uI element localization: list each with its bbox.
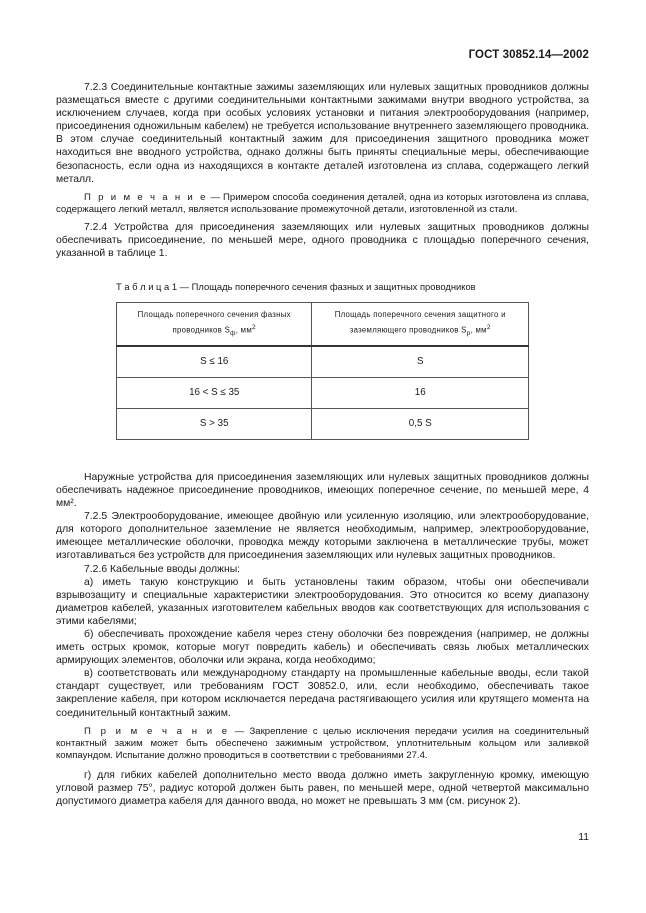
cell-protective: S <box>312 346 529 378</box>
note-1-label: П р и м е ч а н и е <box>84 191 208 203</box>
note-2-label: П р и м е ч а н и е <box>84 725 230 737</box>
table-caption-text: 1 — Площадь поперечного сечения фазных и защитных проводников <box>169 280 476 292</box>
page-content <box>56 81 589 808</box>
header-phase-sup: 2 <box>252 323 256 331</box>
cell-protective: 16 <box>312 377 529 408</box>
cell-phase: 16 < S ≤ 35 <box>117 377 312 408</box>
paragraph-7-2-5: 7.2.5 Электрооборудование, имеющее двойную или усиленную изоляцию, или электрооборудование, для которого дополнительное заземление не является необходимым, например, электрооборудование, имеющее металлические оболочки, проводка между которыми заключена в металлические трубы, может изготавливаться без устройств для присоединения заземляющих или нулевых защитных проводников. <box>56 511 589 562</box>
conductor-section-table <box>116 302 529 440</box>
header-phase-line1: Площадь поперечного сечения фазных <box>137 309 291 319</box>
header-protective-sup: 2 <box>486 323 491 331</box>
table-header-row <box>117 302 529 346</box>
paragraph-7-2-4: 7.2.4 Устройства для присоединения заземляющих или нулевых защитных проводников должны обеспечивать присоединение, по меньшей мере, одного проводника с площадью поперечного сечения, указанной в таблице 1. <box>56 221 589 259</box>
note-1 <box>56 192 589 217</box>
table-header-protective <box>312 302 529 346</box>
paragraph-item-a: а) иметь такую конструкцию и быть установлены таким образом, чтобы они обеспечивали взрывозащиту и специальные характеристики электрооборудования. Это относится ко всему диапазону диаметров кабелей, указанных изготовителем кабельных вводов как соответствующих для использования с этими кабелями; <box>56 576 589 627</box>
header-phase-line2: проводников S <box>172 325 231 335</box>
table-row <box>117 408 529 439</box>
cell-phase: S ≤ 16 <box>117 346 312 378</box>
note-2-text: — Закрепление с целью исключения передачи усилия на соединительный контактный зажим может быть обеспечено зажимным устройством, уплотнительным кольцом или заливкой компаундом. Испытание должно проводиться в соответствии с требованиями 27.4. <box>56 725 590 762</box>
paragraph-item-b: б) обеспечивать прохождение кабеля через стену оболочки без повреждения (например, не должны иметь острых кромок, которые могут повредить кабель) и обеспечивать связь любых металлических армирующих элементов, оболочки или экрана, когда необходимо; <box>56 628 589 667</box>
header-phase-sub: ф <box>230 329 236 337</box>
header-protective-line1: Площадь поперечного сечения защитного и <box>334 309 506 319</box>
table-caption-label: Т а б л и ц а <box>116 280 170 292</box>
paragraph-item-v: в) соответствовать или международному стандарту на промышленные кабельные вводы, если такой стандарт существует, или требованиям ГОСТ 30852.0, или, если необходимо, обеспечивать такое закрепление кабеля, при котором исключается передача растягивающего усилия или крутящего момента на соединительный контактный зажим. <box>56 668 589 719</box>
note-1-text: — Примером способа соединения деталей, одна из которых изготовлена из сплава, содержащего легкий металл, является использование промежуточной детали, изготовленной из стали. <box>56 191 589 216</box>
header-phase-unit: , мм <box>235 325 253 335</box>
header-protective-line2: заземляющего проводников S <box>349 325 467 335</box>
paragraph-external-devices: Наружные устройства для присоединения заземляющих или нулевых защитных проводников должны обеспечивать надежное присоединение проводников, имеющих поперечное сечение, по меньшей мере, 4 мм². <box>56 471 589 510</box>
note-2 <box>56 726 589 763</box>
paragraph-item-g: г) для гибких кабелей дополнительно место ввода должно иметь закругленную кромку, имеющую угловой размер 75°, радиус которой должен быть равен, по меньшей мере, одной четвертой максимально допустимого диаметра кабеля для данного ввода, но может не превышать 3 мм (см. рисунок 2). <box>56 769 589 808</box>
table-header-phase <box>117 302 312 346</box>
paragraph-7-2-6: 7.2.6 Кабельные вводы должны: <box>84 563 241 575</box>
header-protective-unit: , мм <box>470 325 487 335</box>
doc-code-header: ГОСТ 30852.14—2002 <box>468 49 589 61</box>
cell-protective: 0,5 S <box>312 408 529 439</box>
page-number: 11 <box>578 832 589 843</box>
paragraph-7-2-3: 7.2.3 Соединительные контактные зажимы заземляющих или нулевых защитных проводников должны размещаться вместе с другими соединительными контактными зажимами внутри вводного устройства, за исключением случаев, когда при особых условиях установки и питания электрооборудования (например, присоединения одножильным кабелем) не требуется использование внутреннего заземляющего проводника. В этом случае соединительный контактный зажим для присоединения защитного проводника может находиться вне вводного устройства, однако должны быть приняты специальные меры, обеспечивающие безопасность, если одна из находящихся в контакте деталей изготовлена из сплава, содержащего легкий металл. <box>56 82 589 185</box>
table-caption <box>116 281 589 293</box>
table-row <box>117 346 529 378</box>
table-row <box>117 377 529 408</box>
cell-phase: S > 35 <box>117 408 312 439</box>
header-protective-sub: p <box>466 329 471 337</box>
